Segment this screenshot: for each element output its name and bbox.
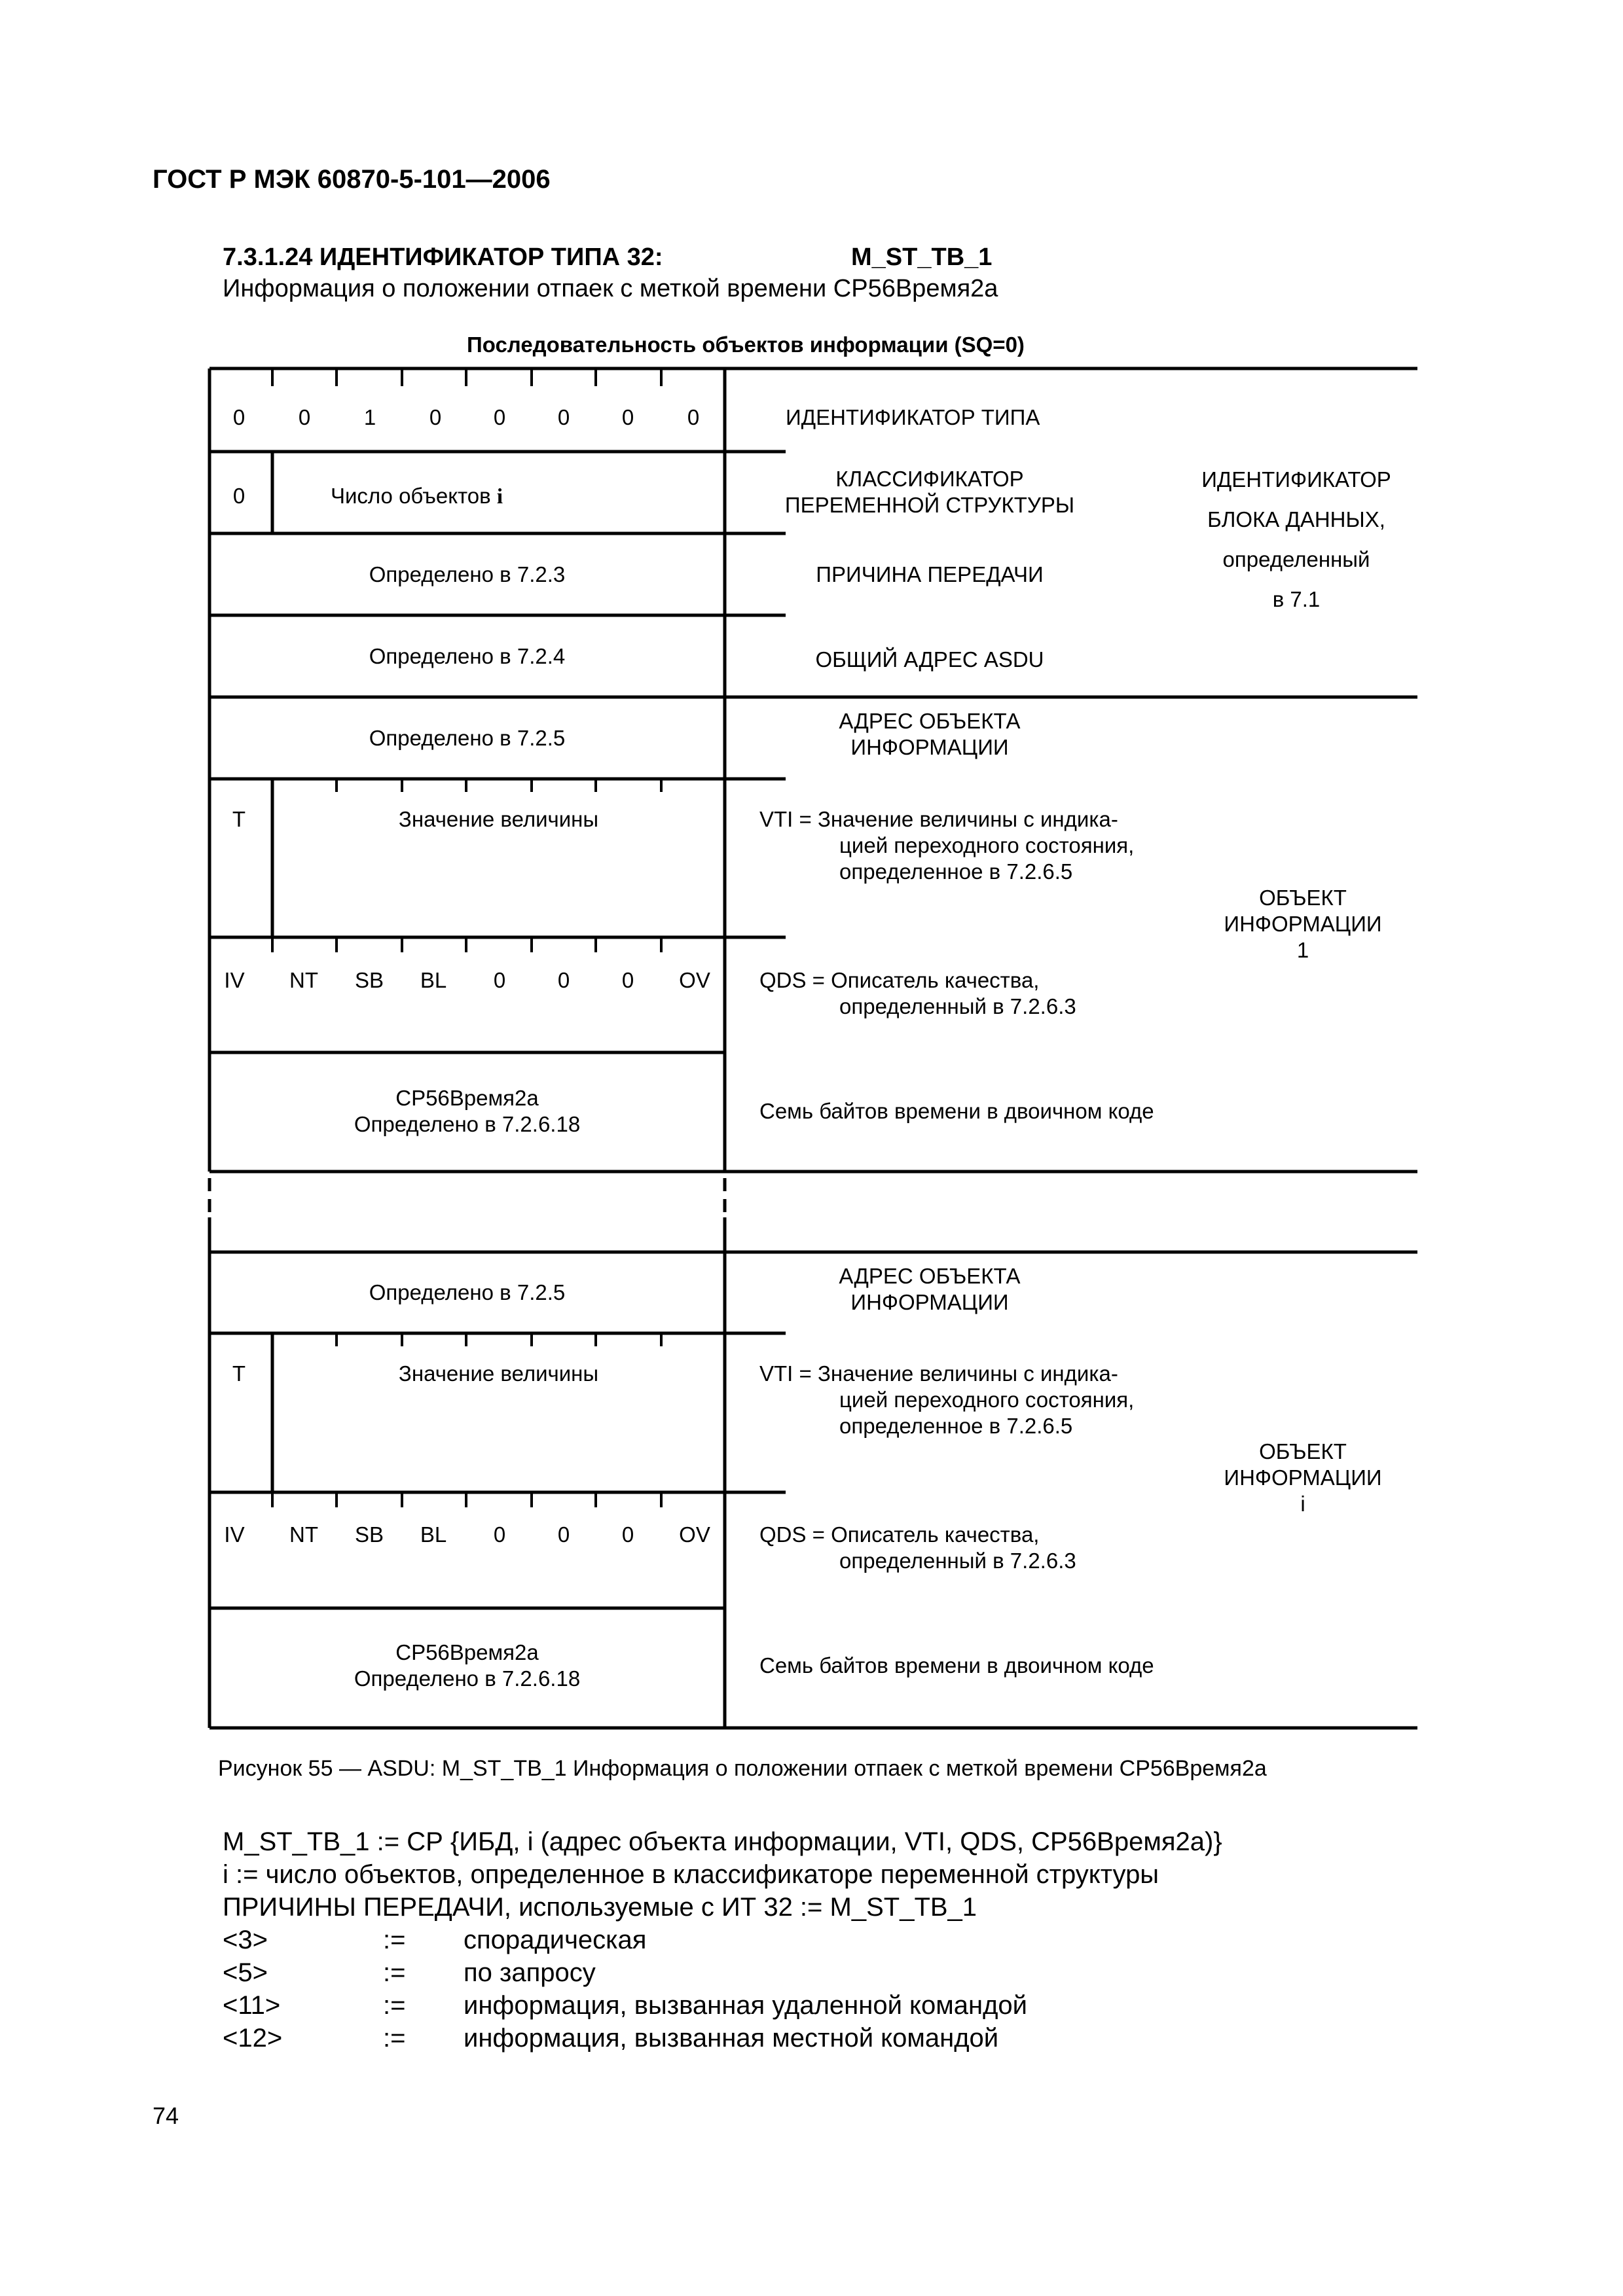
value-field: Значение величины: [398, 1361, 599, 1386]
qds-bit: 0: [557, 968, 570, 992]
common-address-label: ОБЩИЙ АДРЕС ASDU: [815, 647, 1044, 672]
formula-line: i := число объектов, определенное в классификаторе переменной структуры: [223, 1860, 1159, 1889]
time-field: СР56Время2а Определено в 7.2.6.18: [354, 1086, 581, 1136]
cause-op: :=: [383, 1958, 406, 1987]
vti-label-continued: цией переходного состояния, определенное в 7.2.6.5: [839, 1388, 1135, 1438]
figure-caption: Рисунок 55 — ASDU: M_ST_TB_1 Информация о положении отпаек с меткой времени СР56Время2а: [218, 1756, 1267, 1781]
qds-bit: NT: [289, 968, 318, 992]
qds-label: QDS = Описатель качества,: [759, 1522, 1040, 1547]
type-bit: 0: [429, 405, 442, 429]
qds-bit: BL: [420, 968, 447, 992]
cause-op: :=: [383, 2024, 406, 2053]
t-bit: T: [232, 807, 246, 831]
qds-bit: IV: [224, 1522, 245, 1547]
qds-bit: 0: [493, 1522, 506, 1547]
vti-label: VTI = Значение величины с индика-: [759, 1361, 1118, 1386]
ioa-label: АДРЕС ОБЪЕКТА ИНФОРМАЦИИ: [839, 709, 1021, 759]
page-number: 74: [153, 2102, 179, 2129]
ioa-label: АДРЕС ОБЪЕКТА ИНФОРМАЦИИ: [839, 1264, 1021, 1314]
time-label: Семь байтов времени в двоичном коде: [759, 1099, 1154, 1123]
ioa-field: Определено в 7.2.5: [369, 1280, 566, 1304]
qds-bit: 0: [621, 1522, 634, 1547]
cause-code: <5>: [223, 1958, 268, 1987]
type-bit: 1: [363, 405, 376, 429]
formula-line: ПРИЧИНЫ ПЕРЕДАЧИ, используемые с ИТ 32 := M_ST_TB_1: [223, 1893, 977, 1922]
cause-code: <11>: [223, 1991, 281, 2020]
type-bit: 0: [493, 405, 506, 429]
cause-op: :=: [383, 1926, 406, 1954]
section-heading: 7.3.1.24 ИДЕНТИФИКАТОР ТИПА 32:: [223, 243, 663, 271]
data-unit-identifier-label: ИДЕНТИФИКАТОР БЛОКА ДАННЫХ, определенный в 7.1: [1201, 467, 1391, 611]
type-code: M_ST_TB_1: [851, 243, 993, 271]
qds-bit: SB: [354, 968, 384, 992]
t-bit: T: [232, 1361, 246, 1386]
cause-text: информация, вызванная удаленной командой: [464, 1991, 1027, 2020]
section-subtitle: Информация о положении отпаек с меткой времени СР56Время2а: [223, 275, 998, 302]
document-header: ГОСТ Р МЭК 60870-5-101—2006: [153, 165, 551, 194]
type-bit: 0: [557, 405, 570, 429]
information-object-label: ОБЪЕКТ ИНФОРМАЦИИ 1: [1224, 886, 1382, 962]
qds-bit: BL: [420, 1522, 447, 1547]
qds-bit: 0: [621, 968, 634, 992]
qds-label-continued: определенный в 7.2.6.3: [839, 994, 1076, 1018]
value-field: Значение величины: [398, 807, 599, 831]
vti-label-continued: цией переходного состояния, определенное в 7.2.6.5: [839, 833, 1135, 884]
cause-code: <3>: [223, 1926, 268, 1954]
type-id-label: ИДЕНТИФИКАТОР ТИПА: [786, 405, 1040, 429]
cot-label: ПРИЧИНА ПЕРЕДАЧИ: [816, 562, 1044, 586]
type-bit: 0: [687, 405, 700, 429]
vsq-label: КЛАССИФИКАТОР ПЕРЕМЕННОЙ СТРУКТУРЫ: [784, 467, 1075, 517]
number-of-objects-field: Число объектов i: [331, 484, 503, 509]
cause-code: <12>: [223, 2024, 283, 2053]
cause-text: информация, вызванная местной командой: [464, 2024, 999, 2053]
time-label: Семь байтов времени в двоичном коде: [759, 1653, 1154, 1677]
qds-bit: IV: [224, 968, 245, 992]
vti-label: VTI = Значение величины с индика-: [759, 807, 1118, 831]
formula-line: M_ST_TB_1 := СР {ИБД, i (адрес объекта информации, VTI, QDS, СР56Время2а)}: [223, 1827, 1222, 1856]
sq-bit: 0: [232, 484, 246, 508]
common-address-field: Определено в 7.2.4: [369, 644, 566, 668]
qds-bit: OV: [679, 1522, 710, 1547]
ioa-field: Определено в 7.2.5: [369, 726, 566, 750]
qds-bit: OV: [679, 968, 710, 992]
information-object-label: ОБЪЕКТ ИНФОРМАЦИИ i: [1224, 1439, 1382, 1516]
qds-bit: 0: [557, 1522, 570, 1547]
type-bit: 0: [298, 405, 311, 429]
qds-label-continued: определенный в 7.2.6.3: [839, 1549, 1076, 1573]
time-field: СР56Время2а Определено в 7.2.6.18: [354, 1640, 581, 1691]
qds-label: QDS = Описатель качества,: [759, 968, 1040, 992]
cause-op: :=: [383, 1991, 406, 2020]
qds-bit: 0: [493, 968, 506, 992]
cot-field: Определено в 7.2.3: [369, 562, 566, 586]
diagram-caption: Последовательность объектов информации (SQ=0): [467, 332, 1025, 357]
cause-text: по запросу: [464, 1958, 596, 1987]
type-bit: 0: [232, 405, 246, 429]
cause-text: спорадическая: [464, 1926, 647, 1954]
qds-bit: SB: [354, 1522, 384, 1547]
type-bit: 0: [621, 405, 634, 429]
qds-bit: NT: [289, 1522, 318, 1547]
